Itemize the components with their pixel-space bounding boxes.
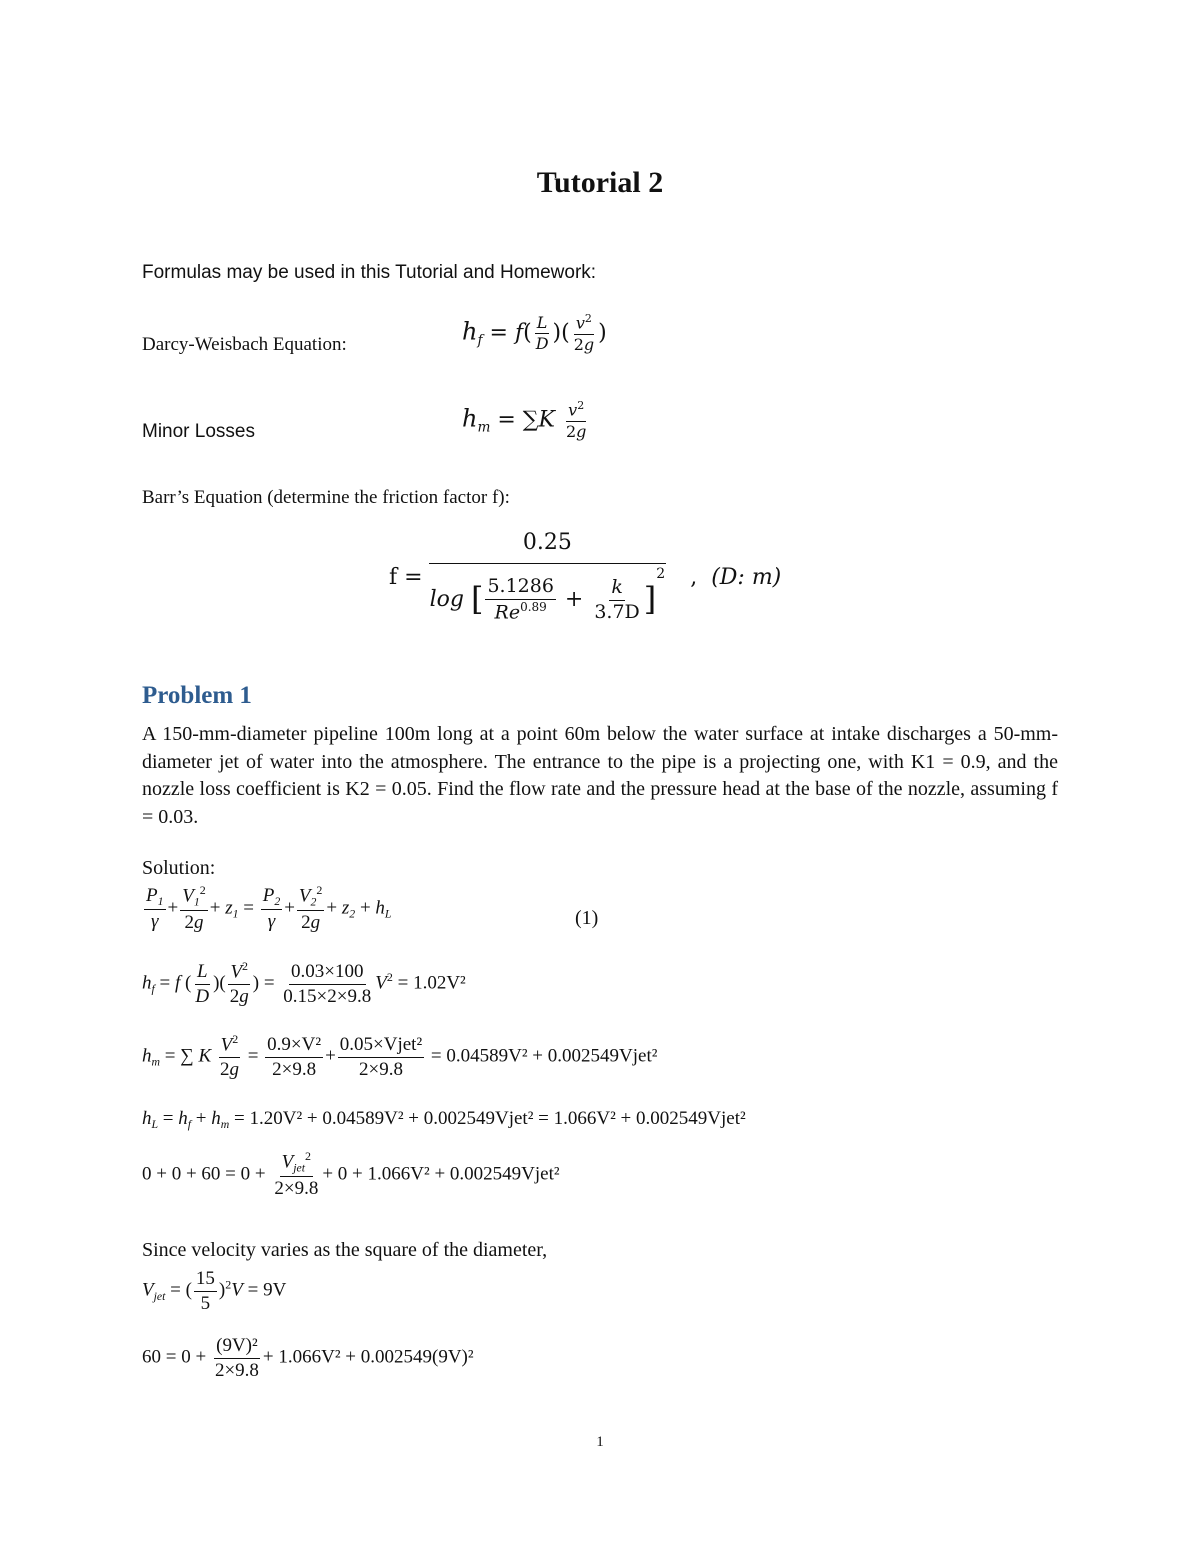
energy-right: + 0 + 1.066V² + 0.002549Vjet² bbox=[322, 1163, 560, 1185]
hm-equation: $h_m$ = ∑ K $\frac{V^2}{2g}$ = $\frac{\text{0.9×V²}}{2\times 9.8}$ + 0.05×Vjet² 2×9.8 = 0.04589V² + 0.002549Vjet² bbox=[142, 1032, 658, 1081]
intro-text: Formulas may be used in this Tutorial and Homework: bbox=[142, 262, 597, 283]
hf-result: 1.02V² bbox=[413, 972, 466, 994]
hf-equation: $h_f = f$ ( $\frac{L}{D}$ )( $\frac{V^2}{2g}$ ) = $\frac{0.03\times 100}{0.15\times 2\times 9.8}$ $V^2 = 1.02V^2$ bbox=[142, 959, 466, 1008]
final-numerator: (9V)² bbox=[214, 1335, 260, 1359]
final-left: 60 = 0 + bbox=[142, 1346, 207, 1368]
ratio-denominator: 5 bbox=[200, 1292, 211, 1314]
energy-denominator: 2×9.8 bbox=[274, 1177, 319, 1199]
hf-denominator: 0.15×2×9.8 bbox=[283, 985, 372, 1007]
energy-equation: 0 + 0 + 60 = 0 + $V_{jet}^2$ 2×9.8 + 0 + 1.066V² + 0.002549Vjet² bbox=[142, 1149, 560, 1199]
solution-label: Solution: bbox=[142, 857, 216, 879]
vjet-equation: $V_{jet}$ = ( $\frac{15}{5}$ )$^2$V = 9V bbox=[142, 1268, 287, 1314]
page-number: 1 bbox=[596, 1434, 604, 1450]
barr-exponent: 0.89 bbox=[520, 599, 547, 614]
final-denominator: 2×9.8 bbox=[214, 1359, 259, 1381]
barr-equation: f = 0.25 , (D: m) log [ $\frac{5.1286}{Re^{0.89}}$ + $\frac{k}{3.7D}$ ]$^2$ bbox=[389, 530, 782, 624]
hm-term2-numerator: 0.05×Vjet² bbox=[338, 1034, 424, 1058]
minor-losses-label: Minor Losses bbox=[142, 421, 255, 442]
bernoulli-equation: $\frac{P_1}{\gamma}$ + $\frac{V_1^2}{2g}$ + $z_1$ = $\frac{P_2}{\gamma}$ + $\frac{V_2^2}{2g}$ + $z_2 + h_L$ bbox=[146, 883, 392, 933]
barr-const1: 5.1286 bbox=[485, 576, 555, 600]
barr-const2: 3.7D bbox=[594, 600, 640, 623]
darcy-equation: $h_f = f$( $\frac{L}{D}$ )( $\frac{v^2}{2g}$ ) bbox=[462, 312, 607, 354]
vjet-result: 9V bbox=[263, 1279, 287, 1301]
final-equation bbox=[142, 1335, 474, 1382]
equation-number: (1) bbox=[575, 907, 599, 929]
minor-losses-equation: $h_m = \sum K$ $\frac{v^2}{2g}$ bbox=[462, 399, 587, 441]
final-right: + 1.066V² + 0.002549(9V)² bbox=[262, 1346, 474, 1368]
hm-term1-numerator: 0.9×V² bbox=[265, 1034, 323, 1058]
ratio-numerator: 15 bbox=[194, 1268, 217, 1292]
barr-numerator: 0.25 bbox=[522, 530, 572, 555]
energy-left: 0 + 0 + 60 = 0 + bbox=[142, 1163, 266, 1185]
hm-term1-denominator: 2×9.8 bbox=[272, 1058, 317, 1080]
hl-equation: $h_L = h_f + h_m = 1.20V^2 + 0.04589V^2$ + 0.002549Vjet² = 1.066V² + 0.002549Vjet² bbox=[142, 1108, 746, 1132]
barr-label: Barr’s Equation (determine the friction factor f): bbox=[142, 487, 510, 508]
darcy-label: Darcy-Weisbach Equation: bbox=[142, 334, 347, 355]
hl-expansion: 1.20V² + 0.04589V² + 0.002549Vjet² = 1.066V² + 0.002549Vjet² bbox=[249, 1108, 746, 1129]
problem-heading: Problem 1 bbox=[142, 682, 252, 709]
hf-numerator: 0.03×100 bbox=[289, 961, 365, 985]
barr-units: (D: m) bbox=[711, 565, 782, 590]
hm-term2-denominator: 2×9.8 bbox=[358, 1058, 403, 1080]
velocity-note: Since velocity varies as the square of the diameter, bbox=[142, 1239, 548, 1261]
page-title: Tutorial 2 bbox=[536, 166, 664, 199]
hm-result: 0.04589V² + 0.002549Vjet² bbox=[446, 1045, 658, 1067]
problem-statement: A 150-mm-diameter pipeline 100m long at a point 60m below the water surface at intake discharges a 50-mm-diameter jet of water into the atmosphere. The entrance to the pipe is a projecting one, with K1 = 0.9, and the nozzle loss coefficient is K2 = 0.05. Find the flow rate and the pressure head at the base of the nozzle, assuming f = 0.03. bbox=[142, 723, 1058, 828]
